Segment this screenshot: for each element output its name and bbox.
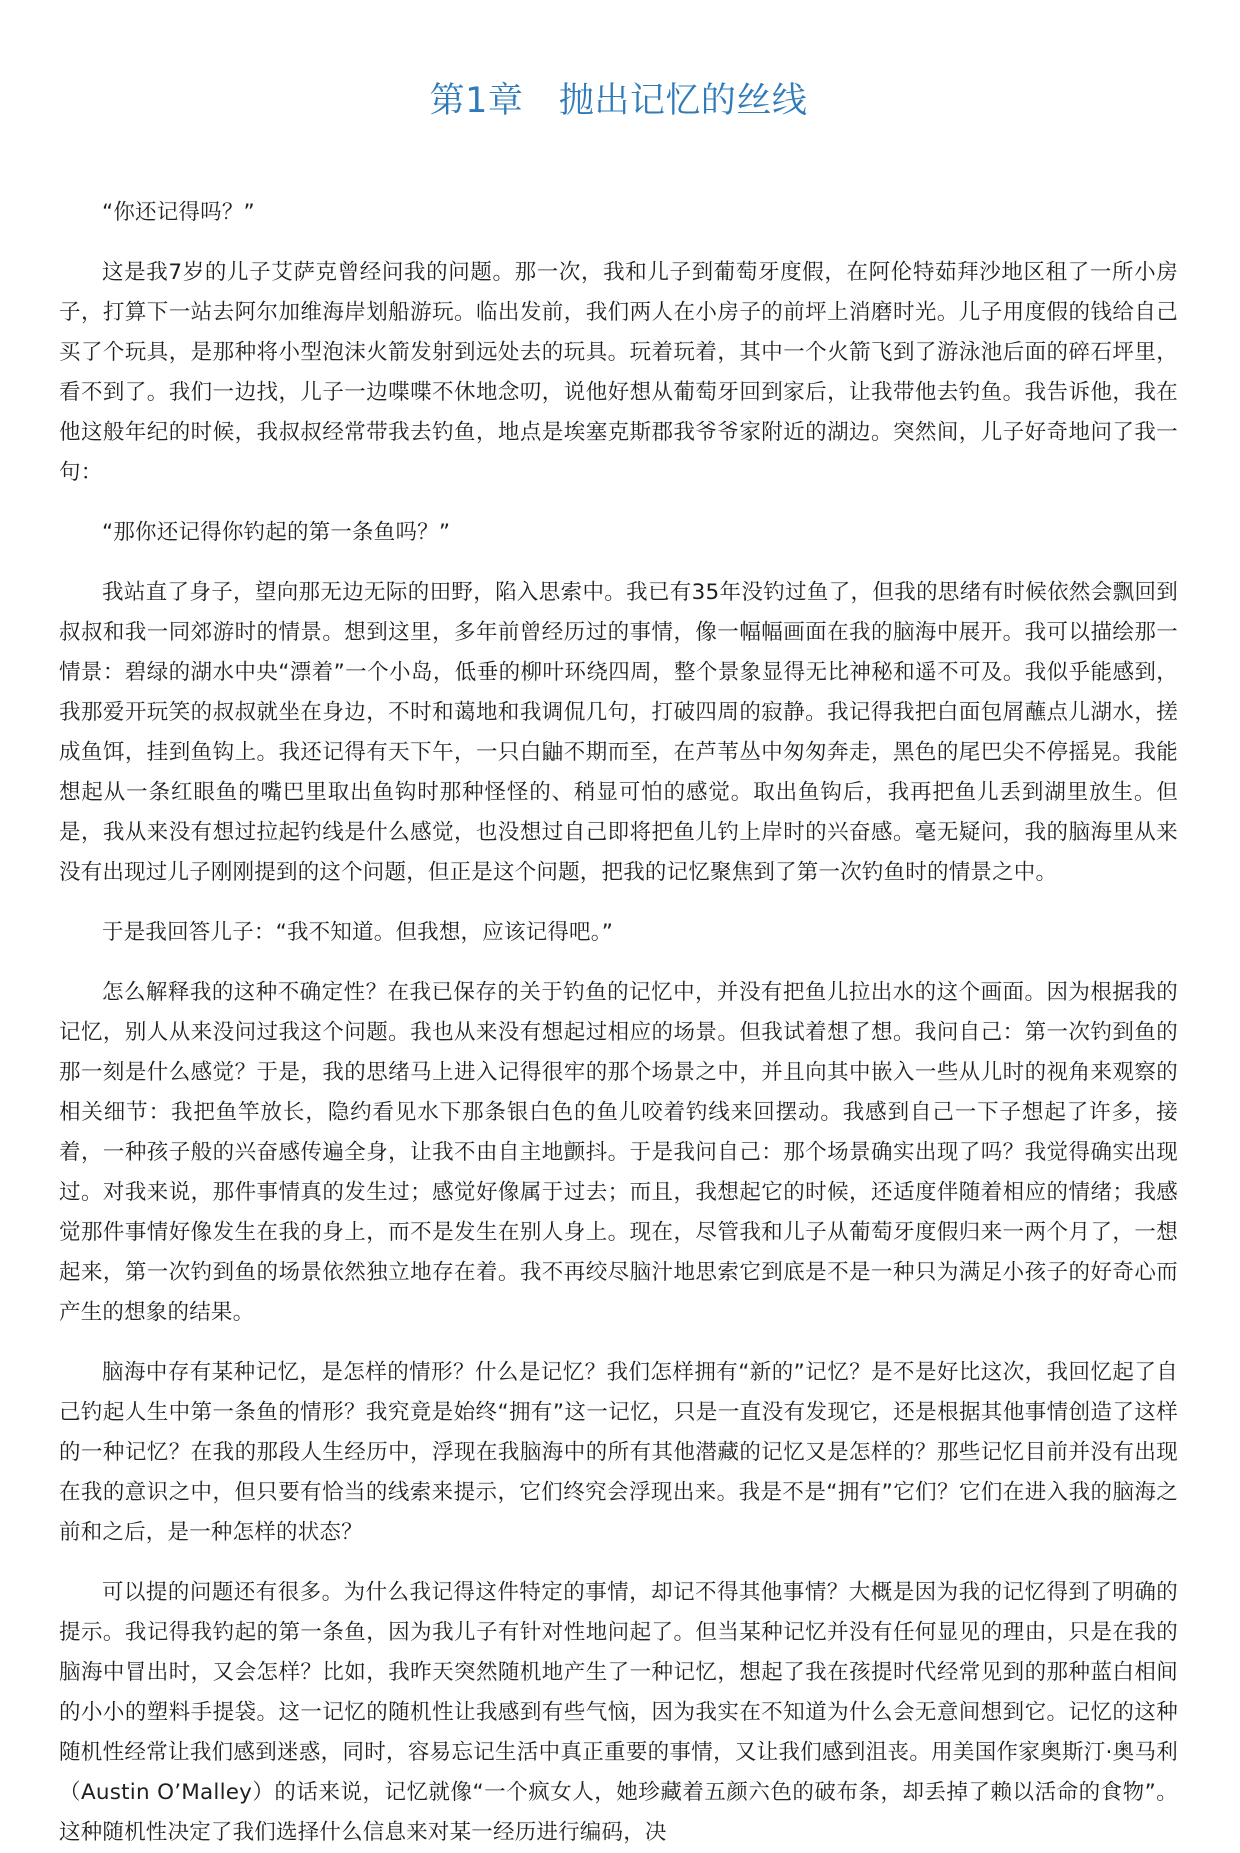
paragraph-what-is-memory: 脑海中存有某种记忆，是怎样的情形？什么是记忆？我们怎样拥有“新的”记忆？是不是好比这次，我回忆起了自己钓起人生中第一条鱼的情形？我究竟是始终“拥有”这一记忆，只是一直没有发现它，还是根据其他事情创造了这样的一种记忆？在我的那段人生经历中，浮现在我脑海中的所有其他潜藏的记忆又是怎样的？那些记忆目前并没有出现在我的意识之中，但只要有恰当的线索来提示，它们终究会浮现出来。我是不是“拥有”它们？它们在进入我的脑海之前和之后，是一种怎样的状态？ — [59, 1360, 1178, 1545]
paragraph-answer: 于是我回答儿子：“我不知道。但我想，应该记得吧。” — [102, 920, 614, 945]
paragraph-question: “你还记得吗？” — [102, 200, 255, 225]
paragraph-uncertainty: 怎么解释我的这种不确定性？在我已保存的关于钓鱼的记忆中，并没有把鱼儿拉出水的这个画面。因为根据我的记忆，别人从来没问过我这个问题。我也从来没有想起过相应的场景。但我试着想了想。我问自己：第一次钓到鱼的那一刻是什么感觉？于是，我的思绪马上进入记得很牢的那个场景之中，并且向其中嵌入一些从儿时的视角来观察的相关细节：我把鱼竿放长，隐约看见水下那条银白色的鱼儿咬着钓线来回摆动。我感到自己一下子想起了许多，接着，一种孩子般的兴奋感传遍全身，让我不由自主地颤抖。于是我问自己：那个场景确实出现了吗？我觉得确实出现过。对我来说，那件事情真的发生过；感觉好像属于过去；而且，我想起它的时候，还适度伴随着相应的情绪；我感觉那件事情好像发生在我的身上，而不是发生在别人身上。现在，尽管我和儿子从葡萄牙度假归来一两个月了，一想起来，第一次钓到鱼的场景依然独立地存在着。我不再绞尽脑汁地思索它到底是不是一种只为满足小孩子的好奇心而产生的想象的结果。 — [59, 980, 1178, 1325]
paragraph-first-fish-question: “那你还记得你钓起的第一条鱼吗？” — [102, 520, 451, 545]
paragraph-portugal-holiday: 这是我7岁的儿子艾萨克曾经问我的问题。那一次，我和儿子到葡萄牙度假，在阿伦特茹拜沙地区租了一所小房子，打算下一站去阿尔加维海岸划船游玩。临出发前，我们两人在小房子的前坪上消磨时光。儿子用度假的钱给自己买了个玩具，是那种将小型泡沫火箭发射到远处去的玩具。玩着玩着，其中一个火箭飞到了游泳池后面的碎石坪里，看不到了。我们一边找，儿子一边喋喋不休地念叨，说他好想从葡萄牙回到家后，让我带他去钓鱼。我告诉他，我在他这般年纪的时候，我叔叔经常带我去钓鱼，地点是埃塞克斯郡我爷爷家附近的湖边。突然间，儿子好奇地问了我一句： — [59, 260, 1178, 485]
chapter-body — [59, 193, 1178, 1853]
paragraph-lake-memory: 我站直了身子，望向那无边无际的田野，陷入思索中。我已有35年没钓过鱼了，但我的思绪有时候依然会飘回到叔叔和我一同郊游时的情景。想到这里，多年前曾经历过的事情，像一幅幅画面在我的脑海中展开。我可以描绘那一情景：碧绿的湖水中央“漂着”一个小岛，低垂的柳叶环绕四周，整个景象显得无比神秘和遥不可及。我似乎能感到，我那爱开玩笑的叔叔就坐在身边，不时和蔼地和我调侃几句，打破四周的寂静。我记得我把白面包屑蘸点儿湖水，搓成鱼饵，挂到鱼钩上。我还记得有天下午，一只白鼬不期而至，在芦苇丛中匆匆奔走，黑色的尾巴尖不停摇晃。我能想起从一条红眼鱼的嘴巴里取出鱼钩时那种怪怪的、稍显可怕的感觉。取出鱼钩后，我再把鱼儿丢到湖里放生。但是，我从来没有想过拉起钓线是什么感觉，也没想过自己即将把鱼儿钓上岸时的兴奋感。毫无疑问，我的脑海里从来没有出现过儿子刚刚提到的这个问题，但正是这个问题，把我的记忆聚焦到了第一次钓鱼时的情景之中。 — [59, 580, 1178, 885]
paragraph-randomness: 可以提的问题还有很多。为什么我记得这件特定的事情，却记不得其他事情？大概是因为我的记忆得到了明确的提示。我记得我钓起的第一条鱼，因为我儿子有针对性地问起了。但当某种记忆并没有任何显见的理由，只是在我的脑海中冒出时，又会怎样？比如，我昨天突然随机地产生了一种记忆，想起了我在孩提时代经常见到的那种蓝白相间的小小的塑料手提袋。这一记忆的随机性让我感到有些气恼，因为我实在不知道为什么会无意间想到它。记忆的这种随机性经常让我们感到迷惑，同时，容易忘记生活中真正重要的事情，又让我们感到沮丧。用美国作家奥斯汀·奥马利（Austin O’Malley）的话来说，记忆就像“一个疯女人，她珍藏着五颜六色的破布条，却丢掉了赖以活命的食物”。这种随机性决定了我们选择什么信息来对某一经历进行编码，决 — [59, 1580, 1178, 1845]
chapter-title: 第1章 抛出记忆的丝线 — [429, 81, 808, 121]
